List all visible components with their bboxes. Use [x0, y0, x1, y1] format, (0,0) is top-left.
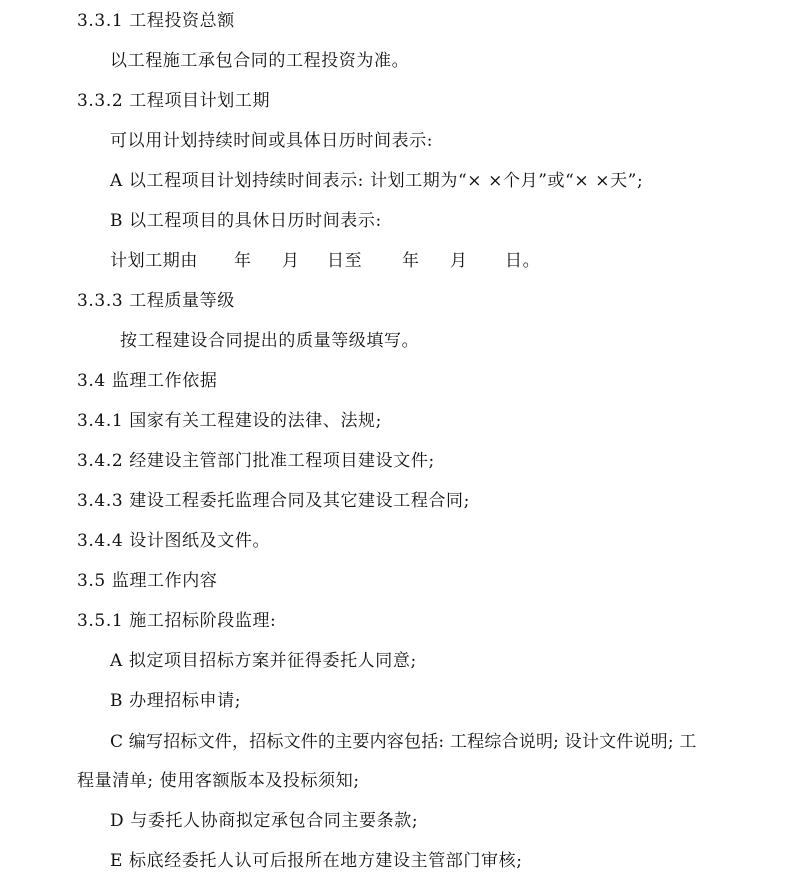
section-3-4-1: 3.4.1 国家有关工程建设的法律、法规;: [77, 411, 382, 431]
date-line-year-1: 年: [234, 251, 252, 271]
section-3-4-2: 3.4.2 经建设主管部门批准工程项目建设文件;: [77, 451, 435, 471]
section-3-3-1-body: 以工程施工承包合同的工程投资为准。: [110, 51, 410, 71]
planned-duration-date-line: [0, 250, 791, 272]
section-3-3-2-intro: 可以用计划持续时间或具体日历时间表示:: [110, 131, 434, 151]
date-line-prefix: 计划工期由: [110, 251, 198, 271]
section-3-3-3-body: 按工程建设合同提出的质量等级填写。: [120, 331, 420, 351]
section-3-4-4: 3.4.4 设计图纸及文件。: [77, 531, 271, 551]
section-3-4-heading: 3.4 监理工作依据: [77, 371, 218, 391]
section-3-5-1-item-e: E 标底经委托人认可后报所在地方建设主管部门审核;: [110, 851, 523, 871]
section-3-4-3: 3.4.3 建设工程委托监理合同及其它建设工程合同;: [77, 491, 470, 511]
section-3-5-1-item-a: A 拟定项目招标方案并征得委托人同意;: [110, 651, 417, 671]
section-3-5-1-item-c-line-1: C 编写招标文件，招标文件的主要内容包括: 工程综合说明; 设计文件说明; 工: [110, 732, 697, 752]
section-3-5-heading: 3.5 监理工作内容: [77, 571, 218, 591]
section-3-5-1-item-c-line-2: 程量清单; 使用客额版本及投标须知;: [77, 771, 360, 791]
date-line-month-1: 月: [282, 251, 300, 271]
section-3-3-2-heading: 3.3.2 工程项目计划工期: [77, 91, 271, 111]
section-3-5-1-heading: 3.5.1 施工招标阶段监理:: [77, 611, 277, 631]
section-3-3-3-heading: 3.3.3 工程质量等级: [77, 291, 235, 311]
section-3-3-2-item-b: B 以工程项目的具休日历时间表示:: [110, 211, 382, 231]
section-3-3-2-item-a: A 以工程项目计划持续时间表示: 计划工期为“× ×个月”或“× ×天”;: [110, 171, 644, 191]
date-line-month-2: 月: [450, 251, 468, 271]
date-line-day-to: 日至: [327, 251, 363, 271]
date-line-year-2: 年: [402, 251, 420, 271]
section-3-5-1-item-b: B 办理招标申请;: [110, 691, 242, 711]
section-3-3-1-heading: 3.3.1 工程投资总额: [77, 11, 235, 31]
date-line-day-end: 日。: [505, 251, 541, 271]
section-3-5-1-item-d: D 与委托人协商拟定承包合同主要条款;: [110, 811, 419, 831]
